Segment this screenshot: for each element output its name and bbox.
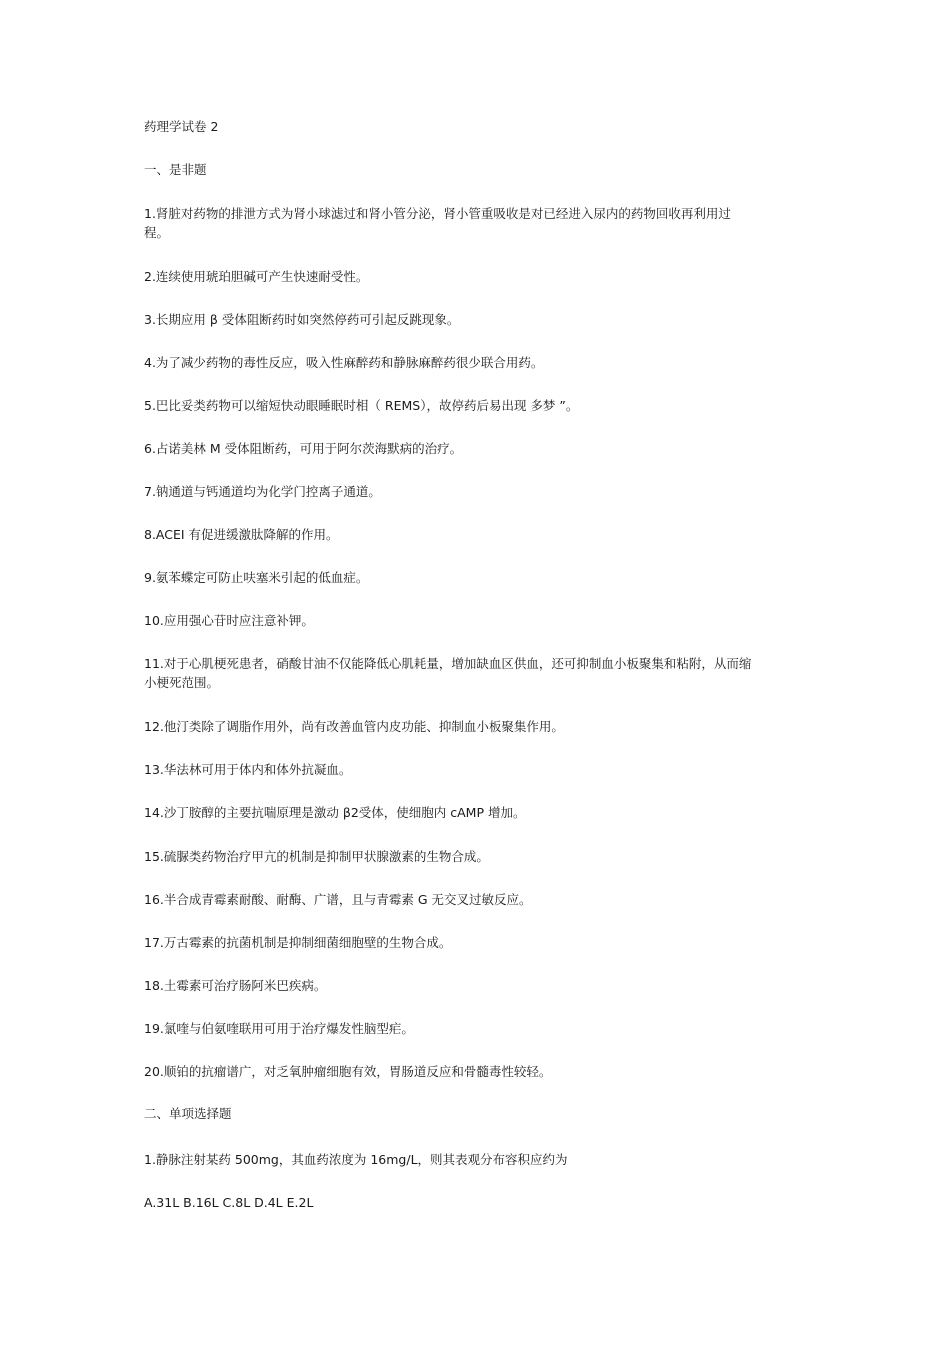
question-tf-15: 15.硫脲类药物治疗甲亢的机制是抑制甲状腺激素的生物合成。 bbox=[144, 849, 489, 864]
question-tf-4: 4.为了减少药物的毒性反应，吸入性麻醉药和静脉麻醉药很少联合用药。 bbox=[144, 355, 544, 370]
question-tf-19: 19.氯喹与伯氨喹联用可用于治疗爆发性脑型疟。 bbox=[144, 1021, 414, 1036]
question-tf-8: 8.ACEI 有促进缓激肽降解的作用。 bbox=[144, 527, 339, 542]
question-tf-12: 12.他汀类除了调脂作用外，尚有改善血管内皮功能、抑制血小板聚集作用。 bbox=[144, 719, 564, 734]
question-tf-17: 17.万古霉素的抗菌机制是抑制细菌细胞壁的生物合成。 bbox=[144, 935, 452, 950]
question-tf-10: 10.应用强心苷时应注意补钾。 bbox=[144, 613, 314, 628]
question-tf-13: 13.华法林可用于体内和体外抗凝血。 bbox=[144, 762, 352, 777]
question-tf-16: 16.半合成青霉素耐酸、耐酶、广谱，且与青霉素 G 无交叉过敏反应。 bbox=[144, 892, 532, 907]
question-tf-18: 18.土霉素可治疗肠阿米巴疾病。 bbox=[144, 978, 327, 993]
question-tf-2: 2.连续使用琥珀胆碱可产生快速耐受性。 bbox=[144, 269, 369, 284]
section-heading-single-choice: 二、单项选择题 bbox=[144, 1106, 232, 1121]
question-tf-6: 6.占诺美林 M 受体阻断药，可用于阿尔茨海默病的治疗。 bbox=[144, 441, 463, 456]
section-heading-true-false: 一、是非题 bbox=[144, 162, 207, 177]
question-tf-9: 9.氨苯蝶定可防止呋塞米引起的低血症。 bbox=[144, 570, 369, 585]
document-title: 药理学试卷 2 bbox=[144, 119, 219, 134]
question-mc-1-options: A.31L B.16L C.8L D.4L E.2L bbox=[144, 1195, 314, 1210]
question-tf-1: 1.肾脏对药物的排泄方式为肾小球滤过和肾小管分泌，肾小管重吸收是对已经进入尿内的药物回收再利用过程。 bbox=[144, 206, 731, 240]
question-mc-1: 1.静脉注射某药 500mg，其血药浓度为 16mg/L，则其表观分布容积应约为 bbox=[144, 1152, 568, 1167]
question-tf-7: 7.钠通道与钙通道均为化学门控离子通道。 bbox=[144, 484, 381, 499]
question-tf-3: 3.长期应用 β 受体阻断药时如突然停药可引起反跳现象。 bbox=[144, 312, 460, 327]
question-tf-11: 11.对于心肌梗死患者，硝酸甘油不仅能降低心肌耗量，增加缺血区供血，还可抑制血小板聚集和粘附，从而缩小梗死范围。 bbox=[144, 656, 752, 690]
question-tf-20: 20.顺铂的抗瘤谱广，对乏氧肿瘤细胞有效，胃肠道反应和骨髓毒性较轻。 bbox=[144, 1064, 552, 1079]
question-tf-14: 14.沙丁胺醇的主要抗喘原理是激动 β2受体，使细胞内 cAMP 增加。 bbox=[144, 805, 526, 820]
question-tf-5: 5.巴比妥类药物可以缩短快动眼睡眠时相（ REMS），故停药后易出现 多梦 ”。 bbox=[144, 398, 579, 413]
